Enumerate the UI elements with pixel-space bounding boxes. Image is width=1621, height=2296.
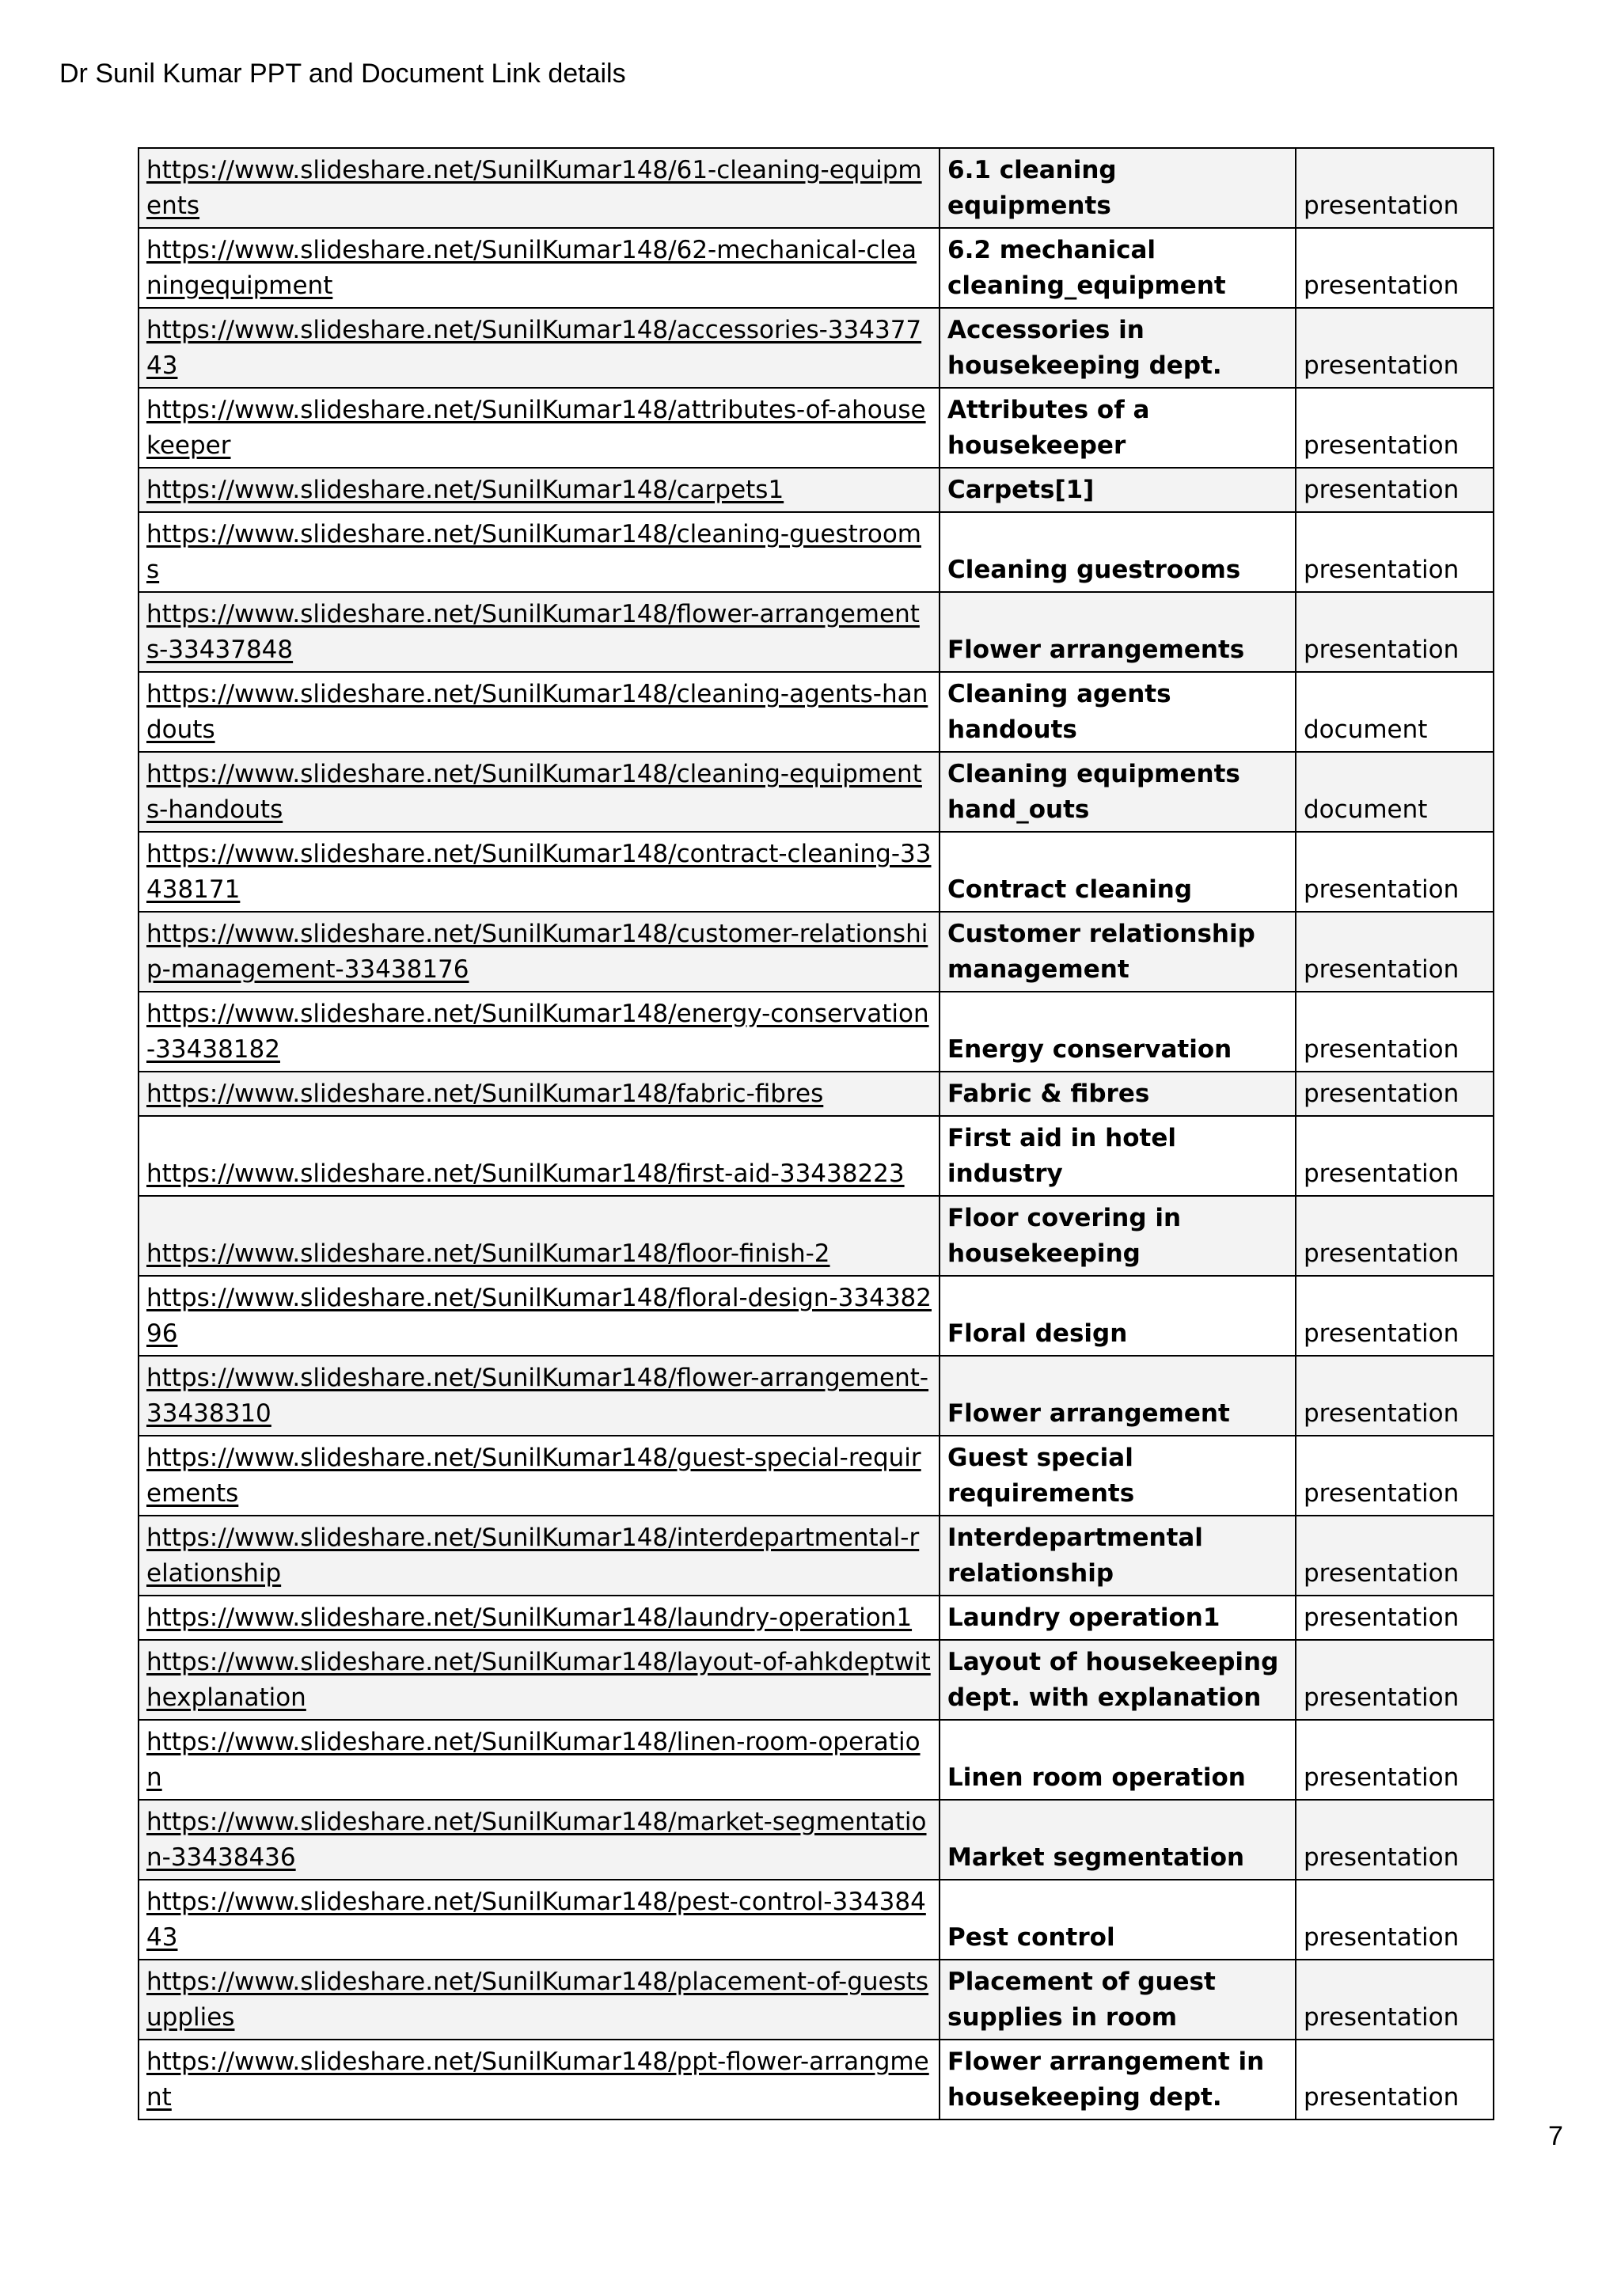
table-row xyxy=(139,1516,1494,1596)
type-cell: presentation xyxy=(1296,1196,1494,1276)
title-cell: Accessories in housekeeping dept. xyxy=(940,308,1296,388)
table-row xyxy=(139,1196,1494,1276)
title-cell: Cleaning agents handouts xyxy=(940,672,1296,752)
title-cell: Laundry operation1 xyxy=(940,1596,1296,1640)
table-row xyxy=(139,592,1494,672)
slideshare-link[interactable]: https://www.slideshare.net/SunilKumar148/interdepartmental-relationship xyxy=(146,1524,920,1588)
table-row xyxy=(139,992,1494,1072)
url-cell xyxy=(139,832,940,912)
type-cell: presentation xyxy=(1296,388,1494,468)
table-row xyxy=(139,1720,1494,1800)
table-row xyxy=(139,1436,1494,1516)
title-cell: Customer relationship management xyxy=(940,912,1296,992)
title-cell: Energy conservation xyxy=(940,992,1296,1072)
url-cell xyxy=(139,1596,940,1640)
slideshare-link[interactable]: https://www.slideshare.net/SunilKumar148/fabric-fibres xyxy=(146,1080,824,1108)
title-cell: Attributes of a housekeeper xyxy=(940,388,1296,468)
slideshare-link[interactable]: https://www.slideshare.net/SunilKumar148/first-aid-33438223 xyxy=(146,1159,905,1188)
slideshare-link[interactable]: https://www.slideshare.net/SunilKumar148/contract-cleaning-33438171 xyxy=(146,840,932,904)
url-cell xyxy=(139,148,940,228)
type-cell: presentation xyxy=(1296,468,1494,512)
table-row xyxy=(139,1072,1494,1116)
slideshare-link[interactable]: https://www.slideshare.net/SunilKumar148/flower-arrangement-33438310 xyxy=(146,1364,929,1428)
url-cell xyxy=(139,592,940,672)
table-row xyxy=(139,912,1494,992)
title-cell: Flower arrangement xyxy=(940,1356,1296,1436)
title-cell: Floor covering in housekeeping xyxy=(940,1196,1296,1276)
table-row xyxy=(139,1276,1494,1356)
slideshare-link[interactable]: https://www.slideshare.net/SunilKumar148/flower-arrangements-33437848 xyxy=(146,600,920,664)
url-cell xyxy=(139,388,940,468)
type-cell: presentation xyxy=(1296,1436,1494,1516)
url-cell xyxy=(139,228,940,308)
url-cell xyxy=(139,1640,940,1720)
type-cell: presentation xyxy=(1296,228,1494,308)
title-cell: Carpets[1] xyxy=(940,468,1296,512)
title-cell: Fabric & fibres xyxy=(940,1072,1296,1116)
slideshare-link[interactable]: https://www.slideshare.net/SunilKumar148/ppt-flower-arrangment xyxy=(146,2047,929,2112)
type-cell: presentation xyxy=(1296,912,1494,992)
url-cell xyxy=(139,1072,940,1116)
type-cell: presentation xyxy=(1296,832,1494,912)
slideshare-link[interactable]: https://www.slideshare.net/SunilKumar148/market-segmentation-33438436 xyxy=(146,1808,927,1872)
title-cell: Pest control xyxy=(940,1880,1296,1960)
slideshare-link[interactable]: https://www.slideshare.net/SunilKumar148/energy-conservation-33438182 xyxy=(146,1000,929,1064)
url-cell xyxy=(139,468,940,512)
url-cell xyxy=(139,2040,940,2120)
url-cell xyxy=(139,912,940,992)
type-cell: presentation xyxy=(1296,1356,1494,1436)
slideshare-link[interactable]: https://www.slideshare.net/SunilKumar148/floral-design-33438296 xyxy=(146,1284,932,1348)
table-row xyxy=(139,672,1494,752)
links-table xyxy=(138,147,1494,2120)
type-cell: presentation xyxy=(1296,1596,1494,1640)
url-cell xyxy=(139,1436,940,1516)
url-cell xyxy=(139,1196,940,1276)
type-cell: presentation xyxy=(1296,512,1494,592)
title-cell: 6.1 cleaning equipments xyxy=(940,148,1296,228)
type-cell: presentation xyxy=(1296,1640,1494,1720)
title-cell: 6.2 mechanical cleaning_equipment xyxy=(940,228,1296,308)
slideshare-link[interactable]: https://www.slideshare.net/SunilKumar148/carpets1 xyxy=(146,476,784,504)
title-cell: Market segmentation xyxy=(940,1800,1296,1880)
title-cell: Contract cleaning xyxy=(940,832,1296,912)
slideshare-link[interactable]: https://www.slideshare.net/SunilKumar148/laundry-operation1 xyxy=(146,1603,913,1632)
url-cell xyxy=(139,992,940,1072)
table-row xyxy=(139,148,1494,228)
url-cell xyxy=(139,1800,940,1880)
type-cell: presentation xyxy=(1296,1880,1494,1960)
title-cell: Layout of housekeeping dept. with explanation xyxy=(940,1640,1296,1720)
table-row xyxy=(139,512,1494,592)
url-cell xyxy=(139,1960,940,2040)
title-cell: Floral design xyxy=(940,1276,1296,1356)
url-cell xyxy=(139,1276,940,1356)
type-cell: document xyxy=(1296,672,1494,752)
slideshare-link[interactable]: https://www.slideshare.net/SunilKumar148/cleaning-guestrooms xyxy=(146,520,921,584)
url-cell xyxy=(139,1880,940,1960)
title-cell: Cleaning guestrooms xyxy=(940,512,1296,592)
url-cell xyxy=(139,308,940,388)
slideshare-link[interactable]: https://www.slideshare.net/SunilKumar148/pest-control-33438443 xyxy=(146,1888,926,1952)
table-row xyxy=(139,1880,1494,1960)
slideshare-link[interactable]: https://www.slideshare.net/SunilKumar148/linen-room-operation xyxy=(146,1728,921,1792)
url-cell xyxy=(139,752,940,832)
type-cell: document xyxy=(1296,752,1494,832)
title-cell: Cleaning equipments hand_outs xyxy=(940,752,1296,832)
title-cell: Guest special requirements xyxy=(940,1436,1296,1516)
type-cell: presentation xyxy=(1296,1720,1494,1800)
slideshare-link[interactable]: https://www.slideshare.net/SunilKumar148/attributes-of-ahousekeeper xyxy=(146,396,926,460)
table-row xyxy=(139,1356,1494,1436)
slideshare-link[interactable]: https://www.slideshare.net/SunilKumar148/layout-of-ahkdeptwithexplanation xyxy=(146,1648,931,1712)
url-cell xyxy=(139,1116,940,1196)
slideshare-link[interactable]: https://www.slideshare.net/SunilKumar148/customer-relationship-management-33438176 xyxy=(146,920,928,984)
table-row xyxy=(139,1596,1494,1640)
url-cell xyxy=(139,1356,940,1436)
type-cell: presentation xyxy=(1296,1800,1494,1880)
type-cell: presentation xyxy=(1296,1516,1494,1596)
title-cell: First aid in hotel industry xyxy=(940,1116,1296,1196)
type-cell: presentation xyxy=(1296,308,1494,388)
type-cell: presentation xyxy=(1296,992,1494,1072)
slideshare-link[interactable]: https://www.slideshare.net/SunilKumar148/cleaning-equipments-handouts xyxy=(146,760,922,824)
slideshare-link[interactable]: https://www.slideshare.net/SunilKumar148/61-cleaning-equipments xyxy=(146,156,922,220)
table-row xyxy=(139,1960,1494,2040)
table-row xyxy=(139,468,1494,512)
type-cell: presentation xyxy=(1296,1072,1494,1116)
table-row xyxy=(139,228,1494,308)
title-cell: Linen room operation xyxy=(940,1720,1296,1800)
type-cell: presentation xyxy=(1296,1960,1494,2040)
slideshare-link[interactable]: https://www.slideshare.net/SunilKumar148/floor-finish-2 xyxy=(146,1239,830,1268)
table-row xyxy=(139,1800,1494,1880)
table-row xyxy=(139,1640,1494,1720)
table-row xyxy=(139,1116,1494,1196)
type-cell: presentation xyxy=(1296,148,1494,228)
page-header-title: Dr Sunil Kumar PPT and Document Link details xyxy=(59,59,626,89)
links-table-body xyxy=(139,148,1494,2120)
type-cell: presentation xyxy=(1296,1116,1494,1196)
title-cell: Flower arrangements xyxy=(940,592,1296,672)
table-row xyxy=(139,388,1494,468)
title-cell: Interdepartmental relationship xyxy=(940,1516,1296,1596)
slideshare-link[interactable]: https://www.slideshare.net/SunilKumar148/62-mechanical-cleaningequipment xyxy=(146,236,917,300)
url-cell xyxy=(139,1720,940,1800)
page-number: 7 xyxy=(1548,2121,1563,2151)
table-row xyxy=(139,752,1494,832)
type-cell: presentation xyxy=(1296,2040,1494,2120)
table-row xyxy=(139,832,1494,912)
slideshare-link[interactable]: https://www.slideshare.net/SunilKumar148/cleaning-agents-handouts xyxy=(146,680,928,744)
url-cell xyxy=(139,512,940,592)
slideshare-link[interactable]: https://www.slideshare.net/SunilKumar148/placement-of-guestsupplies xyxy=(146,1968,929,2032)
type-cell: presentation xyxy=(1296,592,1494,672)
title-cell: Placement of guest supplies in room xyxy=(940,1960,1296,2040)
table-row xyxy=(139,2040,1494,2120)
slideshare-link[interactable]: https://www.slideshare.net/SunilKumar148/accessories-33437743 xyxy=(146,316,922,380)
url-cell xyxy=(139,1516,940,1596)
type-cell: presentation xyxy=(1296,1276,1494,1356)
table-row xyxy=(139,308,1494,388)
slideshare-link[interactable]: https://www.slideshare.net/SunilKumar148/guest-special-requirements xyxy=(146,1444,921,1508)
url-cell xyxy=(139,672,940,752)
title-cell: Flower arrangement in housekeeping dept. xyxy=(940,2040,1296,2120)
